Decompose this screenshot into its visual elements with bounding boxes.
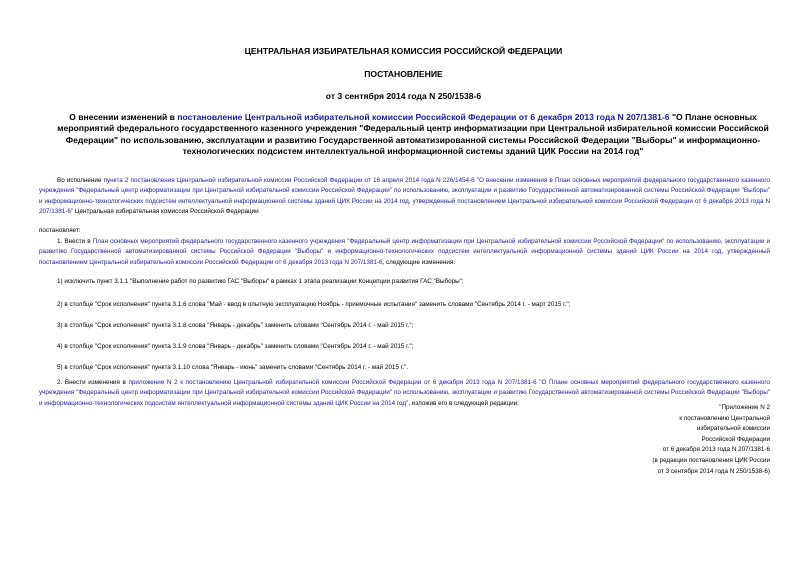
preamble-prefix: Во исполнение: [57, 177, 104, 184]
appendix-line: избирательной комиссии: [696, 425, 770, 433]
preamble-suffix: Центральная избирательная комиссия Российской Федерации: [73, 207, 259, 215]
title-link[interactable]: постановление Центральной избирательной комиссии Российской Федерации от 6 декабря 2013 года N 207/1381-6: [177, 112, 670, 122]
section-2-link[interactable]: приложение N 2 к постановлению Центральной избирательной комиссии Российской Федерации от 6 декабря 2013 года N 207/1381-6 "О Плане основных мероприятий федерального государственного казенного учреждения "Федеральный центр информатизации при Центральной избирательной комиссии Российской Федерации" по использованию, эксплуатации и развитию Государственной автоматизированной системы Российской Федерации "Выборы" и информационно-технологических подсистем интеллектуальной информационной системы зданий ЦИК России на 2014 год": [39, 379, 771, 407]
appendix-line: от 3 сентября 2014 года N 250/1538-6): [657, 467, 770, 475]
decides-text: постановляет:: [39, 227, 81, 234]
section-2-prefix: 2. Внести изменения в: [57, 379, 129, 386]
section-1-prefix: 1. Внести в: [57, 238, 93, 245]
document-number: от 3 сентября 2014 года N 250/1538-6: [325, 91, 482, 101]
appendix-line: (в редакции постановления ЦИК России: [652, 456, 770, 464]
section-1-paragraph: [39, 237, 770, 268]
section-2-suffix: , изложив его в следующей редакции:: [408, 399, 519, 407]
issuer-heading: ЦЕНТРАЛЬНАЯ ИЗБИРАТЕЛЬНАЯ КОМИССИЯ РОССИЙСКОЙ ФЕДЕРАЦИИ: [244, 46, 563, 56]
appendix-line: от 6 декабря 2013 года N 207/1381-6: [662, 446, 770, 454]
section-1-suffix: , следующие изменения:: [382, 258, 456, 266]
title-prefix: О внесении изменений в: [69, 112, 178, 122]
list-item: 3) в столбце "Срок исполнения" пункта 3.1.8 слова "Январь - декабрь" заменить словами "Сентябрь 2014 г. - май 2015 г.";: [57, 322, 414, 329]
preamble-paragraph: [39, 176, 770, 217]
title-suffix: "О Плане основных мероприятий федерального государственного казенного учреждения "Федеральный центр информатизации при Центральной избирательной комиссии Российской Федерации" по использованию, эксплуатации и развитию Государственной автоматизированной системы Российской Федерации "Выборы" и информационно-технологических подсистем интеллектуальной информационной системы зданий ЦИК России на 2014 год": [57, 112, 769, 157]
list-item: 1) исключить пункт 3.1.1 "Выполнение работ по развитию ГАС "Выборы" в рамках 1 этапа реализации Концепции развития ГАС "Выборы";: [57, 278, 464, 285]
appendix-line: к постановлению Центральной: [679, 414, 770, 422]
section-1-link[interactable]: План основных мероприятий федерального государственного казенного учреждения "Федеральный центр информатизации при Центральной избирательной комиссии Российской Федерации" по использованию, эксплуатации и развитию Государственной автоматизированной системы Российской Федерации "Выборы" и информационно-технологических подсистем интеллектуальной информационной системы зданий ЦИК России на 2014 год, утвержденный постановлением Центральной избирательной комиссии Российской Федерации от 6 декабря 2013 года N 207/1381-6: [39, 238, 771, 266]
appendix-block: [652, 403, 770, 477]
document-title: [56, 112, 770, 158]
list-item: 5) в столбце "Срок исполнения" пункта 3.1.10 слова "Январь - июнь" заменить словами "Сентябрь 2014 г. - май 2015 г.".: [57, 364, 408, 371]
list-item: 4) в столбце "Срок исполнения" пункта 3.1.9 слова "Январь - декабрь" заменить словами "Сентябрь 2014 г. - май 2015 г.";: [57, 343, 414, 350]
appendix-line: Российской Федерации: [701, 435, 770, 443]
preamble-link[interactable]: пункта 2 постановления Центральной избирательной комиссии Российской Федерации от 16 апреля 2014 года N 226/1454-6 "О внесении изменения в План основных мероприятий федерального государственного казенного учреждения "Федеральный центр информатизации при Центральной избирательной комиссии Российской Федерации" по использованию, эксплуатации и развитию Государственной автоматизированной системы Российской Федерации "Выборы" и информационно-технологических подсистем интеллектуальной информационной системы зданий ЦИК России на 2014 год, утвержденный постановлением Центральной избирательной комиссии Российской Федерации от 6 декабря 2013 года N 207/1381-6": [39, 177, 770, 215]
appendix-line: "Приложение N 2: [719, 404, 770, 411]
document-type: ПОСТАНОВЛЕНИЕ: [364, 69, 443, 79]
list-item: 2) в столбце "Срок исполнения" пункта 3.1.6 слова "Май - ввод в опытную эксплуатацию Ноябрь - приемочные испытания" заменить словами "Сентябрь 2014 г. - март 2015 г.";: [57, 301, 571, 308]
